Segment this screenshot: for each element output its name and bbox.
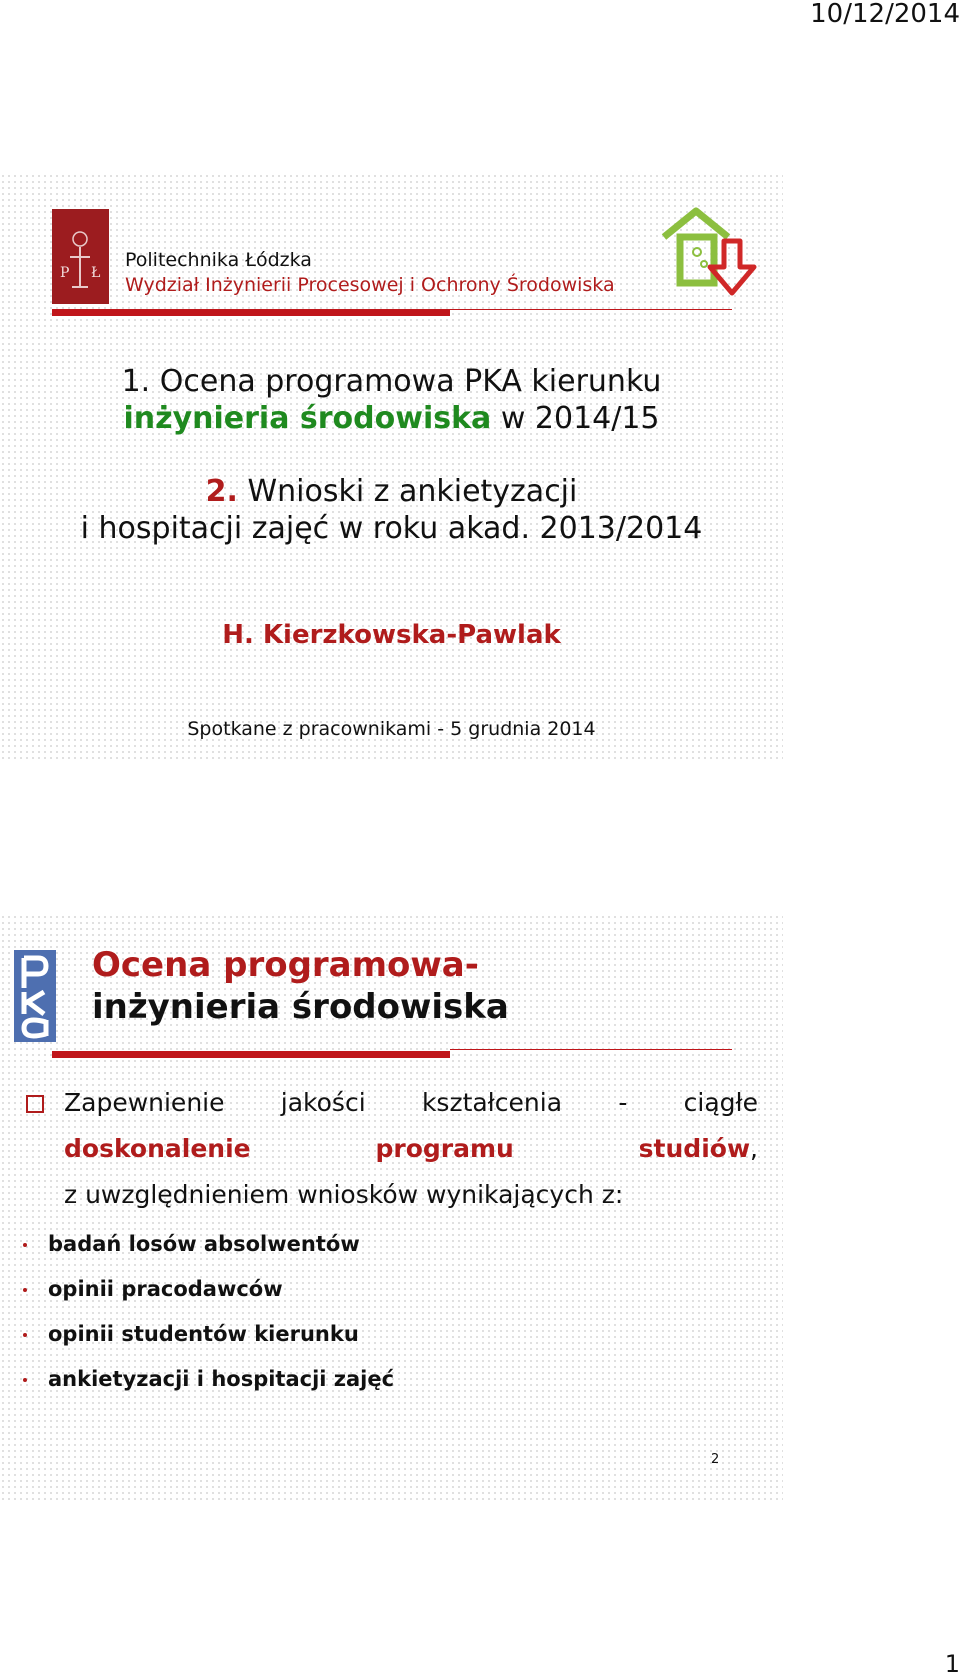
paragraph-line-1: [64, 1080, 758, 1126]
bullet-dot-icon: [23, 1243, 27, 1247]
svg-text:Ł: Ł: [91, 265, 101, 281]
list-item: badań losów absolwentów: [0, 1232, 783, 1277]
svg-text:P: P: [60, 265, 70, 281]
para-word: kształcenia: [421, 1088, 563, 1117]
para-comma: ,: [750, 1134, 758, 1163]
paragraph-line-2: [64, 1126, 758, 1172]
slide1-line4: i hospitacji zajęć w roku akad. 2013/2014: [80, 511, 703, 546]
para-word: -: [618, 1088, 628, 1117]
para-word: ciągłe: [683, 1088, 758, 1117]
faculty-name: Wydział Inżynierii Procesowej i Ochrony Środowiska: [125, 274, 615, 296]
para-word-emphasis: doskonalenie: [64, 1134, 251, 1163]
slide2-title-line1: Ocena programowa-: [92, 945, 479, 985]
program-name: inżynieria środowiska: [123, 401, 492, 436]
square-bullet-icon: [26, 1095, 44, 1113]
meeting-info: Spotkane z pracownikami - 5 grudnia 2014: [187, 718, 596, 740]
para-word-emphasis: studiów: [638, 1134, 751, 1163]
slide1-line3: [0, 473, 783, 510]
para-word-group: [639, 1126, 758, 1172]
slide-1: [0, 173, 783, 763]
slide1-line3-rest: Wnioski z ankietyzacji: [237, 474, 578, 509]
paragraph-line-3: z uwzględnieniem wniosków wynikających z:: [64, 1180, 624, 1209]
faculty-logo: [658, 207, 760, 299]
slide1-line1: 1. Ocena programowa PKA kierunku: [121, 364, 662, 399]
para-word: Zapewnienie: [64, 1088, 225, 1117]
slide2-title-line2: inżynieria środowiska: [92, 987, 509, 1027]
header-divider-thin: [450, 309, 732, 310]
header-divider-thick: [52, 309, 450, 316]
title-divider-thick: [52, 1051, 450, 1058]
list-item: opinii studentów kierunku: [0, 1322, 783, 1367]
pka-logo: [14, 950, 56, 1042]
item-number: 2.: [205, 474, 238, 509]
bullet-dot-icon: [23, 1288, 27, 1292]
bullet-dot-icon: [23, 1333, 27, 1337]
title-divider-thin: [450, 1049, 732, 1050]
list-item: opinii pracodawców: [0, 1277, 783, 1322]
document-date: 10/12/2014: [810, 0, 960, 29]
university-name: Politechnika Łódzka: [125, 249, 312, 271]
list-item: ankietyzacji i hospitacji zajęć: [0, 1367, 783, 1412]
slide1-line2-rest: w 2014/15: [491, 401, 660, 436]
slide-2: [0, 914, 783, 1504]
slide1-line2: [0, 400, 783, 437]
slide-number: 2: [711, 1452, 720, 1467]
para-word-emphasis: programu: [375, 1134, 514, 1163]
para-word: jakości: [280, 1088, 366, 1117]
bullet-list: [0, 1232, 783, 1412]
bullet-dot-icon: [23, 1378, 27, 1382]
author-name: H. Kierzkowska-Pawlak: [222, 620, 561, 650]
page-number: 1: [944, 1650, 960, 1678]
politechnika-logo: [52, 209, 109, 304]
